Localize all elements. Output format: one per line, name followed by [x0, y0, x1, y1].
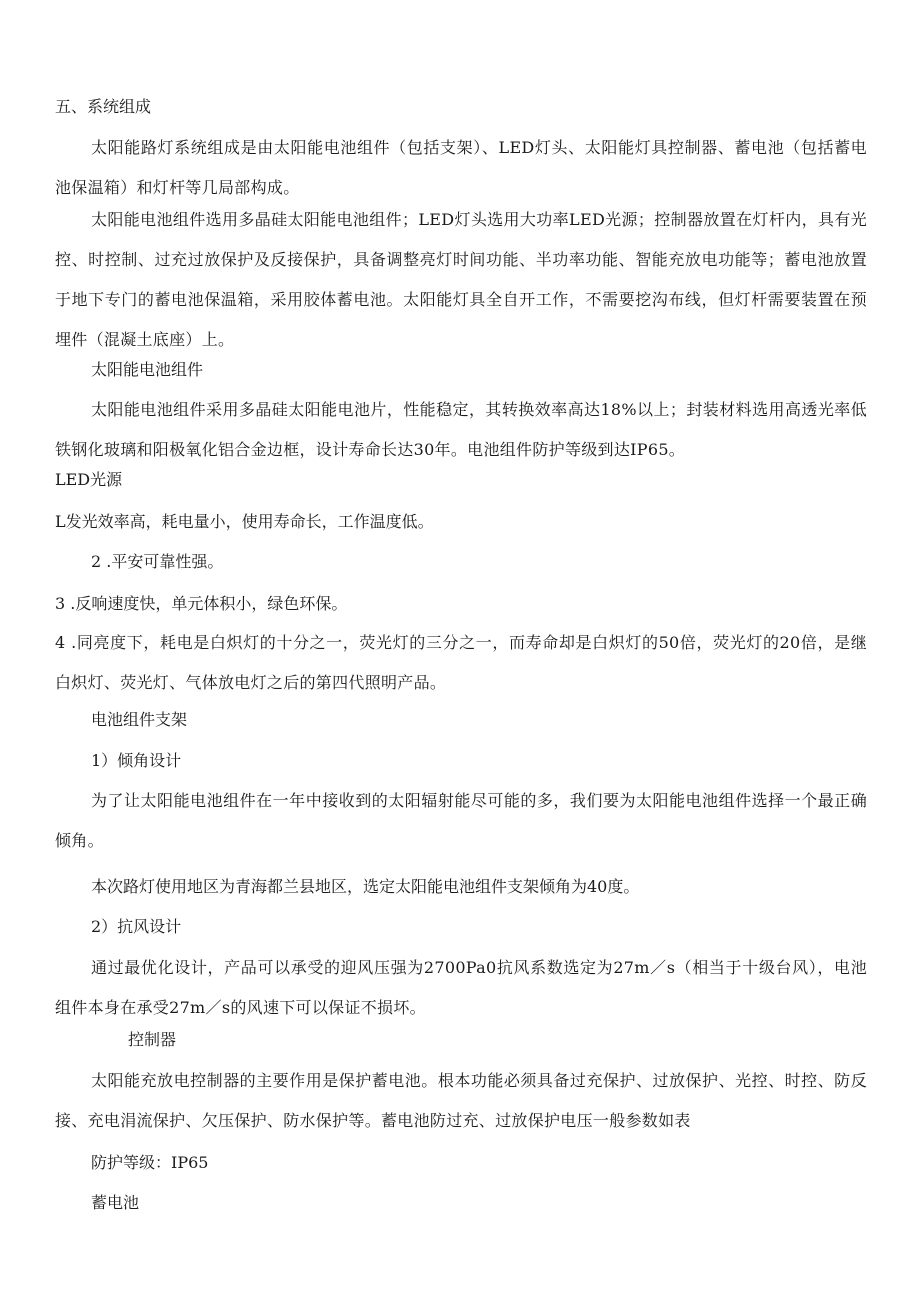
led-item-1: L发光效率高，耗电量小，使用寿命长，工作温度低。 [55, 512, 434, 531]
led-item-4: 4 .同亮度下，耗电是白炽灯的十分之一，荧光灯的三分之一，而寿命却是白炽灯的50倍，荧光灯的20倍，是继白炽灯、荧光灯、气体放电灯之后的第四代照明产品。 [55, 633, 867, 692]
section-title: 五、系统组成 [55, 97, 152, 116]
heading-battery: 蓄电池 [91, 1193, 140, 1212]
heading-tilt: 1）倾角设计 [91, 751, 182, 770]
protection-level: 防护等级：IP65 [91, 1153, 209, 1172]
overview-paragraph: 太阳能路灯系统组成是由太阳能电池组件（包括支架）、LED灯头、太阳能灯具控制器、蓄电池（包括蓄电池保温箱）和灯杆等几局部构成。 [55, 138, 867, 197]
led-item-2: 2 .平安可靠性强。 [91, 552, 224, 571]
tilt-paragraph: 为了让太阳能电池组件在一年中接收到的太阳辐射能尽可能的多，我们要为太阳能电池组件选择一个最正确倾角。 [55, 791, 867, 850]
heading-bracket: 电池组件支架 [91, 710, 188, 729]
controller-paragraph: 太阳能充放电控制器的主要作用是保护蓄电池。根本功能必须具备过充保护、过放保护、光控、时控、防反接、充电涓流保护、欠压保护、防水保护等。蓄电池防过充、过放保护电压一般参数如表 [55, 1071, 867, 1130]
solar-module-paragraph: 太阳能电池组件采用多晶硅太阳能电池片，性能稳定，其转换效率高达18%以上；封装材料选用高透光率低铁钢化玻璃和阳极氧化铝合金边框，设计寿命长达30年。电池组件防护等级到达IP65。 [55, 400, 867, 459]
wind-paragraph: 通过最优化设计，产品可以承受的迎风压强为2700Pa0抗风系数选定为27m／s（相当于十级台风），电池组件本身在承受27m／s的风速下可以保证不损坏。 [55, 958, 867, 1017]
heading-wind: 2）抗风设计 [91, 917, 182, 936]
heading-led: LED光源 [55, 470, 123, 489]
heading-solar-module: 太阳能电池组件 [91, 360, 204, 379]
led-item-3: 3 .反响速度快，单元体积小，绿色环保。 [55, 594, 348, 613]
heading-controller: 控制器 [128, 1030, 177, 1049]
components-paragraph: 太阳能电池组件选用多晶硅太阳能电池组件；LED灯头选用大功率LED光源；控制器放置在灯杆内，具有光控、时控制、过充过放保护及反接保护，具备调整亮灯时间功能、半功率功能、智能充放电功能等；蓄电池放置于地下专门的蓄电池保温箱，采用胶体蓄电池。太阳能灯具全自开工作，不需要挖沟布线，但灯杆需要装置在预埋件（混凝土底座）上。 [55, 210, 867, 349]
tilt-site-paragraph: 本次路灯使用地区为青海都兰县地区，选定太阳能电池组件支架倾角为40度。 [91, 877, 640, 896]
